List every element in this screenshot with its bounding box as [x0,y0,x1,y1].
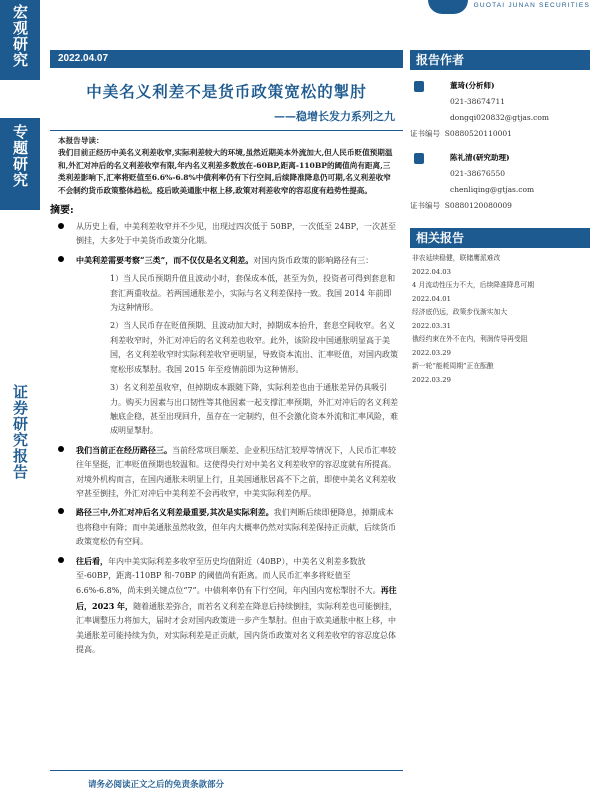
bullet-bold: 再往后，2023 年， [76,585,397,611]
related-report-date: 2022.03.29 [412,375,451,384]
cert-label: 证书编号 [410,201,440,210]
sub-item-text: 1）当人民币预期升值且波动小时，套保成本低，甚至为负，投资者可得到套息和套汇两重收益。若两国通胀差小，实际与名义利差保持一致。我国 2014 年前即为这种情形。 [110,274,396,313]
category-topic-label: 专题研究 [11,124,29,188]
sub-item [50,381,403,439]
bullet-text: 从历史上看，中美利差收窄并不少见，出现过四次低于 50BP，一次低至 24BP，一次甚至倒挂，大多处于中美货币政策分化期。 [76,222,396,246]
report-guide [50,135,403,197]
left-category-bar [0,0,44,800]
company-logo [428,0,590,38]
abstract-bullet [50,220,403,249]
bullet-bold: 我们当前正在经历路径三。 [76,444,172,455]
report-subtitle: ——稳增长发力系列之九 [274,110,395,123]
author-name: 陈礼清(研究助理) [450,153,510,162]
report-date: 2022.04.07 [50,50,403,68]
related-report-item[interactable] [410,333,590,360]
abstract-bullet [50,554,403,658]
bullet-icon [58,557,64,563]
bullet-bold: 中美利差需要考察“三类”，而不仅仅是名义利差。 [76,254,254,265]
related-report-title[interactable]: 新一轮“能耗周期”正在酝酿 [412,362,494,370]
bullet-icon [58,223,64,229]
related-report-title[interactable]: 俄经约束在外不在内，利润传导再受阻 [412,335,528,343]
divider [50,130,403,131]
person-icon [414,153,424,164]
bullet-text: 随着通胀差弥合，而若名义利差在降息后持续倒挂，实际利差也可能倒挂，汇率调整压力将加大，届时才会对国内政策进一步产生掣肘。但由于欧美通胀中枢上移，中美通胀差可能持续为负，对实际利差是正贡献，国内货币政策对名义利差收窄的容忍度总体提高。 [76,601,398,654]
author-card [410,150,590,198]
report-title: 中美名义利差不是货币政策宽松的掣肘 [86,82,367,101]
category-securities-label: 证券研究报告 [11,384,29,480]
author-phone: 021-38676550 [450,169,506,178]
bullet-icon [58,508,64,514]
bullet-bold: 路径三中,外汇对冲后名义利差最重要,其次是实际利差。 [76,507,274,518]
related-report-date: 2022.03.29 [412,348,451,357]
sub-item-text: 2）当人民币存在贬值预期、且波动加大时，掉期成本抬升，套息空间收窄。名义利差收窄时，外汇对冲后的名义利差也收窄。此外，该阶段中国通胀明显高于美国，名义利差收窄时实际利差收窄更明显，导致资本流出、汇率贬值，对国内政策宽松形成掣肘。我国 2015 年至疫情前即为这种情形。 [110,321,398,374]
category-macro-label: 宏观研究 [11,4,29,68]
abstract-bullet [50,253,403,268]
logo-text: GUOTAI JUNAN SECURITIES [473,2,590,9]
bullet-text: 当前经常项目顺差、企业积压结汇较厚等情况下，人民币汇率较往年坚挺，汇率贬值预期也较温和。这使得央行对中美名义利差收窄的容忍度就有所提高。对境外机构而言，在国内通胀未明显上行，且美国通胀居高不下之前，即使中美名义利差收窄甚至倒挂，外汇对冲后中美利差不会再收窄，中美实际利差仍厚。 [76,445,396,498]
cert-number: S0880520110001 [444,129,512,138]
related-report-title[interactable]: 经济底仍远，政策步伐渐实加大 [412,308,508,316]
author-name: 董琦(分析师) [450,81,495,90]
sub-item [50,319,403,377]
related-report-date: 2022.03.31 [412,321,451,330]
bullet-icon [58,446,64,452]
related-report-date: 2022.04.01 [412,294,451,303]
related-reports-list [410,252,590,387]
abstract-bullet [50,505,403,549]
related-report-date: 2022.04.03 [412,267,451,276]
bullet-icon [58,256,64,262]
related-report-title[interactable]: 非农延续稳健，联储鹰派难改 [412,254,501,262]
category-macro [0,0,40,80]
footer-disclaimer: 请务必阅读正文之后的免责条款部分 [88,780,225,790]
author-email[interactable]: chenliqing@gtjas.com [450,185,535,194]
main-content [50,50,403,657]
related-heading: 相关报告 [410,228,590,248]
person-icon [414,81,424,92]
footer-divider [50,770,403,771]
authors-heading: 报告作者 [410,50,590,70]
author-cert [410,198,590,214]
related-report-item[interactable] [410,306,590,333]
logo-icon [428,0,468,14]
cert-number: S0880120080009 [444,201,512,210]
related-report-item[interactable] [410,360,590,387]
guide-heading: 本报告导读： [58,136,104,145]
bullet-bold: 往后看， [76,555,108,566]
guide-body: 我们目前正经历中美名义利差收窄,实际利差较大的环境,虽然近期美本外流加大,但人民币贬值预期温和,外汇对冲后的名义利差收窄有限,年内名义利差多数放在-60BP,距离-110BP的阈值尚有距离,三类利差影响下,汇率将贬值至6.6%-6.8%中债利率仍有下行空间,后续降准降息仍可期,名义利差收窄不会制约货币政策整体趋松。疫后欧美通胀中枢上移,政策对利差收窄的容忍度有趋势性提高。 [58,148,393,195]
cert-label: 证书编号 [410,129,440,138]
sub-item [50,272,403,315]
sub-item-text: 3）名义利差虽收窄，但掉期成本跟随下降，实际利差也由于通胀差异仍具吸引力。购买力因素与出口韧性等其他因素一起支撑汇率预期，外汇对冲后的名义利差触底企稳，甚至出现回升，虽存在一定制约，但不会激化资本外流和汇率风险，难成明显掣肘。 [110,383,398,436]
related-report-item[interactable] [410,252,590,279]
author-cert [410,126,590,142]
author-email[interactable]: dongqi020832@gtjas.com [450,113,549,122]
right-sidebar [410,50,590,387]
abstract-bullet [50,443,403,502]
category-topic [0,118,40,210]
author-card [410,78,590,126]
author-phone: 021-38674711 [450,97,506,106]
bullet-text: 对国内货币政策的影响路径有三： [253,255,374,265]
category-securities [0,384,40,514]
related-report-item[interactable] [410,279,590,306]
header [44,0,600,40]
bullet-text: 我们判断后续即便降息，掉期成本也将稳中有降；而中美通胀虽然收敛，但年内大概率仍然对实际利差保持正贡献，后续货币政策宽松仍有空间。 [76,508,396,547]
abstract-heading: 摘要: [50,205,74,217]
related-report-title[interactable]: 4 月流动性压力不大，后续降准降息可期 [412,281,535,289]
bullet-text: 年内中美实际利差多收窄至历史均值附近（40BP），中美名义利差多数放至-60BP，距离-110BP 和-70BP 的阈值尚有距离。而人民币汇率多将贬值至 6.6%-6.8%，尚未到关键点位“7”。中债利率仍有下行空间，年内国内宽松掣肘不大。 [76,556,381,596]
